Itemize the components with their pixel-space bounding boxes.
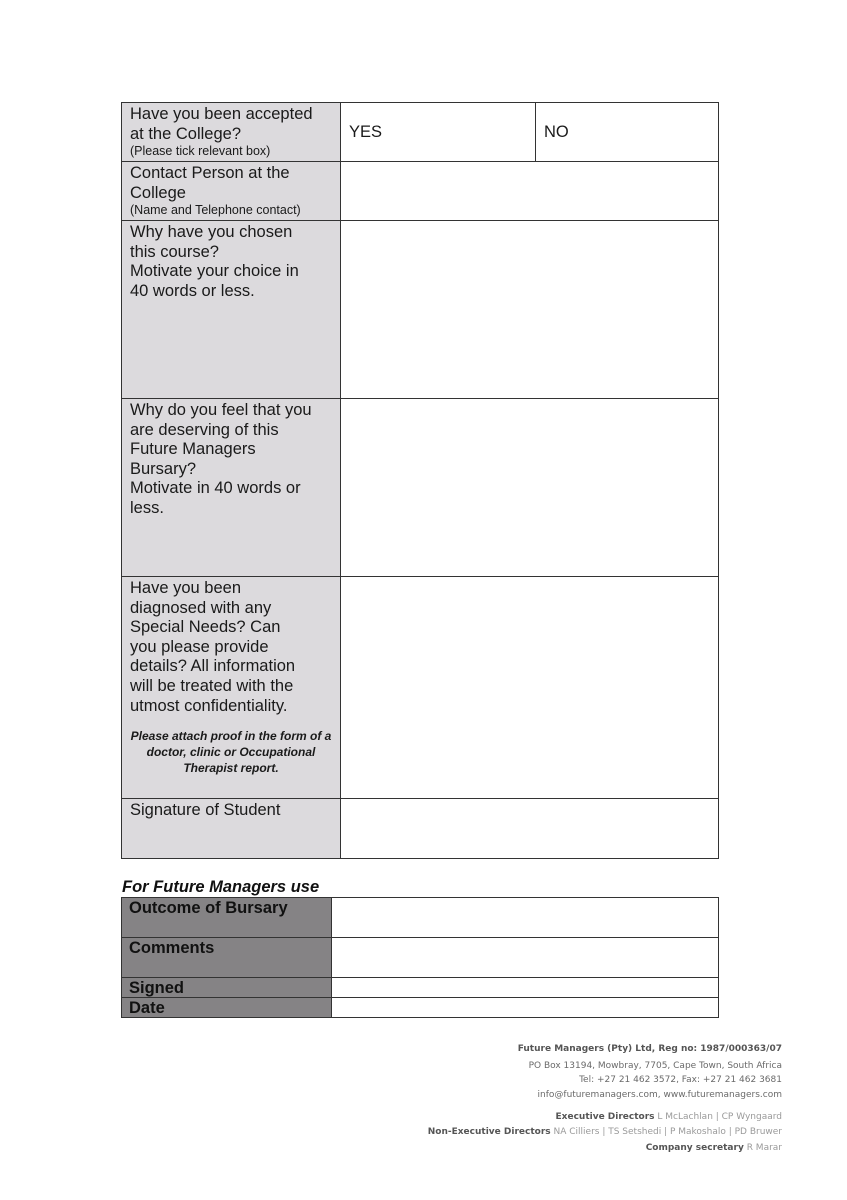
course-label-line: 40 words or less.	[130, 281, 255, 300]
deserving-label-line: Motivate in 40 words or	[130, 479, 301, 498]
special-needs-label-line: diagnosed with any	[130, 598, 272, 617]
footer-exec-names: L McLachlan | CP Wyngaard	[657, 1112, 782, 1122]
special-needs-input[interactable]	[341, 577, 719, 799]
attach-proof-note: Please attach proof in the form of a doctor, clinic or Occupational Therapist report.	[130, 729, 332, 776]
outcome-input[interactable]	[332, 898, 719, 938]
signature-input[interactable]	[341, 799, 719, 859]
contact-input[interactable]	[341, 162, 719, 221]
footer-web: info@futuremanagers.com, www.futuremanagers.com	[537, 1090, 782, 1100]
special-needs-label	[122, 577, 341, 799]
signed-input[interactable]	[332, 978, 719, 998]
no-label: NO	[544, 122, 569, 141]
special-needs-label-line: details? All information	[130, 657, 296, 676]
date-row	[122, 998, 719, 1018]
comments-row	[122, 938, 719, 978]
special-needs-label-line: Have you been	[130, 579, 241, 597]
footer-nonexec-directors	[428, 1127, 782, 1137]
special-needs-label-line: Special Needs? Can	[130, 618, 281, 637]
special-needs-label-line: utmost confidentiality.	[130, 696, 288, 715]
deserving-label-line: Future Managers	[130, 440, 256, 459]
signed-label: Signed	[122, 978, 332, 998]
office-use-table	[121, 897, 719, 1018]
deserving-row	[122, 399, 719, 577]
accepted-label	[122, 103, 341, 162]
footer-nonexec-names: NA Cilliers | TS Setshedi | P Makoshalo | PD Bruwer	[553, 1127, 782, 1137]
signature-label-text: Signature of Student	[130, 801, 281, 819]
course-label	[122, 221, 341, 399]
accepted-hint: (Please tick relevant box)	[130, 144, 271, 159]
course-row	[122, 221, 719, 399]
contact-row	[122, 162, 719, 221]
special-needs-label-line: will be treated with the	[130, 676, 294, 695]
deserving-motivation-input[interactable]	[341, 399, 719, 577]
office-use-title: For Future Managers use	[122, 878, 320, 896]
bursary-form-table	[121, 102, 719, 859]
accepted-row	[122, 103, 719, 162]
outcome-label: Outcome of Bursary	[122, 898, 332, 938]
footer-secretary-label: Company secretary	[645, 1143, 744, 1153]
date-label: Date	[122, 998, 332, 1018]
course-motivation-input[interactable]	[341, 221, 719, 399]
signature-label	[122, 799, 341, 859]
footer-phone: Tel: +27 21 462 3572, Fax: +27 21 462 3681	[579, 1075, 782, 1085]
footer-exec-label: Executive Directors	[555, 1112, 655, 1122]
contact-label-line: College	[130, 183, 186, 202]
contact-hint: (Name and Telephone contact)	[130, 203, 301, 218]
course-label-line: this course?	[130, 242, 219, 261]
course-label-line: Motivate your choice in	[130, 262, 299, 281]
contact-label-line: Contact Person at the	[130, 164, 290, 182]
date-input[interactable]	[332, 998, 719, 1018]
comments-label: Comments	[122, 938, 332, 978]
deserving-label-line: Why do you feel that you	[130, 401, 312, 419]
footer-address: PO Box 13194, Mowbray, 7705, Cape Town, South Africa	[528, 1061, 782, 1071]
outcome-row	[122, 898, 719, 938]
footer-secretary-name: R Marar	[746, 1143, 782, 1153]
accepted-label-line: at the College?	[130, 124, 241, 143]
footer-company-secretary	[646, 1143, 782, 1153]
footer-executive-directors	[556, 1112, 782, 1122]
course-label-line: Why have you chosen	[130, 223, 293, 241]
deserving-label-line: Bursary?	[130, 459, 197, 478]
special-needs-row	[122, 577, 719, 799]
deserving-label-line: less.	[130, 498, 164, 517]
no-checkbox-cell[interactable]	[536, 103, 719, 162]
contact-label	[122, 162, 341, 221]
accepted-label-line: Have you been accepted	[130, 105, 313, 123]
footer-company: Future Managers (Pty) Ltd, Reg no: 1987/000363/07	[517, 1044, 782, 1054]
signed-row	[122, 978, 719, 998]
yes-checkbox-cell[interactable]	[341, 103, 536, 162]
footer-nonexec-label: Non-Executive Directors	[427, 1127, 551, 1137]
deserving-label	[122, 399, 341, 577]
signature-row	[122, 799, 719, 859]
yes-label: YES	[349, 122, 383, 141]
special-needs-label-line: you please provide	[130, 637, 269, 656]
comments-input[interactable]	[332, 938, 719, 978]
deserving-label-line: are deserving of this	[130, 420, 279, 439]
